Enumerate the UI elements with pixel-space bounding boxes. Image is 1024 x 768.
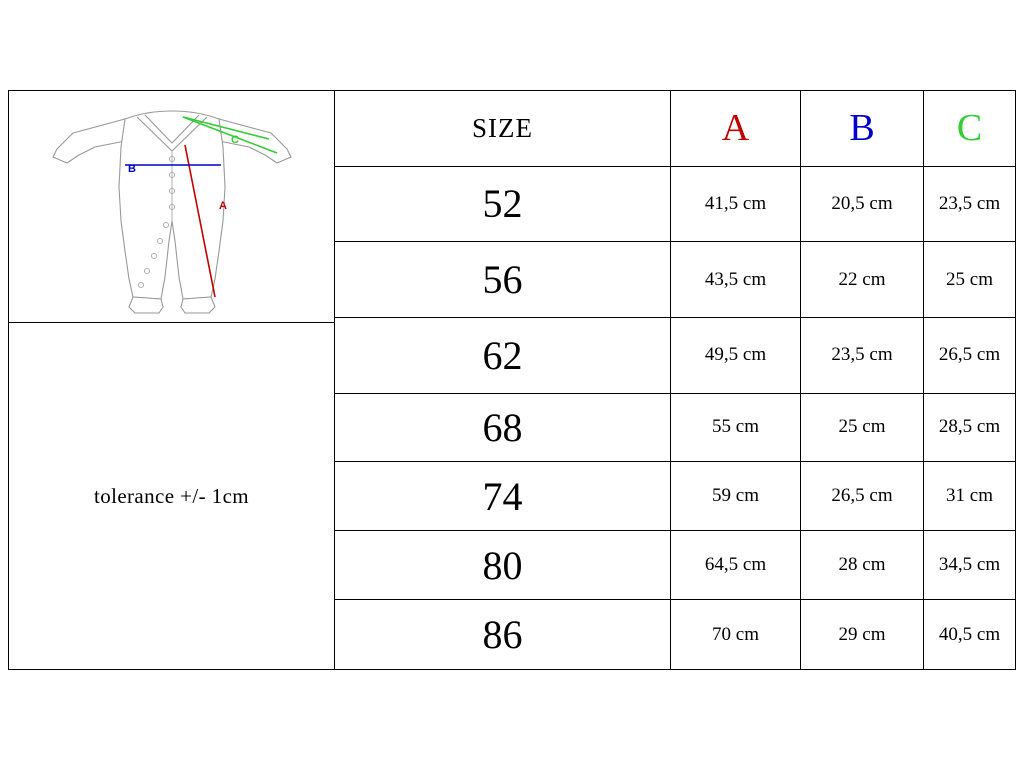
cell-a: 64,5 cm: [671, 531, 801, 599]
column-header-c: C: [956, 107, 983, 150]
cell-b: 26,5 cm: [801, 462, 924, 530]
cell-b: 25 cm: [801, 394, 924, 462]
diagram-column: [9, 91, 335, 669]
cell-a: 43,5 cm: [671, 242, 801, 317]
size-chart-table: [8, 90, 1016, 670]
cell-size: 86: [335, 600, 671, 669]
cell-size: 68: [335, 394, 671, 462]
cell-a: 49,5 cm: [671, 318, 801, 393]
cell-b: 28 cm: [801, 531, 924, 599]
column-header-a: A: [671, 91, 801, 166]
garment-diagram-cell: [9, 91, 334, 323]
diagram-label-a: A: [219, 200, 227, 212]
cell-b: 22 cm: [801, 242, 924, 317]
cell-size: 80: [335, 531, 671, 599]
cell-size: 62: [335, 318, 671, 393]
tolerance-cell: [9, 323, 334, 669]
cell-a: 59 cm: [671, 462, 801, 530]
table-row: [335, 318, 1015, 394]
cell-size: 52: [335, 167, 671, 242]
table-row: [335, 462, 1015, 531]
cell-c: 28,5 cm: [938, 416, 1001, 438]
table-header-row: [335, 91, 1015, 167]
cell-a: 55 cm: [671, 394, 801, 462]
diagram-label-c: C: [231, 134, 239, 146]
table-row: [335, 242, 1015, 318]
column-header-b: B: [801, 91, 924, 166]
tolerance-note: tolerance +/- 1cm: [93, 483, 250, 508]
table-row: [335, 167, 1015, 243]
romper-illustration: [33, 101, 313, 316]
cell-a: 41,5 cm: [671, 167, 801, 242]
table-row: [335, 600, 1015, 669]
cell-c: 31 cm: [946, 485, 993, 507]
column-header-size: SIZE: [335, 91, 671, 166]
cell-a: 70 cm: [671, 600, 801, 669]
cell-c: 25 cm: [946, 268, 993, 290]
cell-b: 29 cm: [801, 600, 924, 669]
cell-size: 74: [335, 462, 671, 530]
cell-c: 34,5 cm: [938, 554, 1001, 576]
cell-b: 20,5 cm: [801, 167, 924, 242]
table-row: [335, 531, 1015, 600]
cell-c: 40,5 cm: [938, 623, 1001, 645]
measurements-table: [335, 91, 1015, 669]
table-row: [335, 394, 1015, 463]
cell-b: 23,5 cm: [801, 318, 924, 393]
cell-c: 26,5 cm: [938, 344, 1001, 366]
cell-c: 23,5 cm: [938, 192, 1001, 214]
cell-size: 56: [335, 242, 671, 317]
diagram-label-b: B: [128, 163, 136, 175]
romper-outline-icon: [33, 101, 313, 316]
